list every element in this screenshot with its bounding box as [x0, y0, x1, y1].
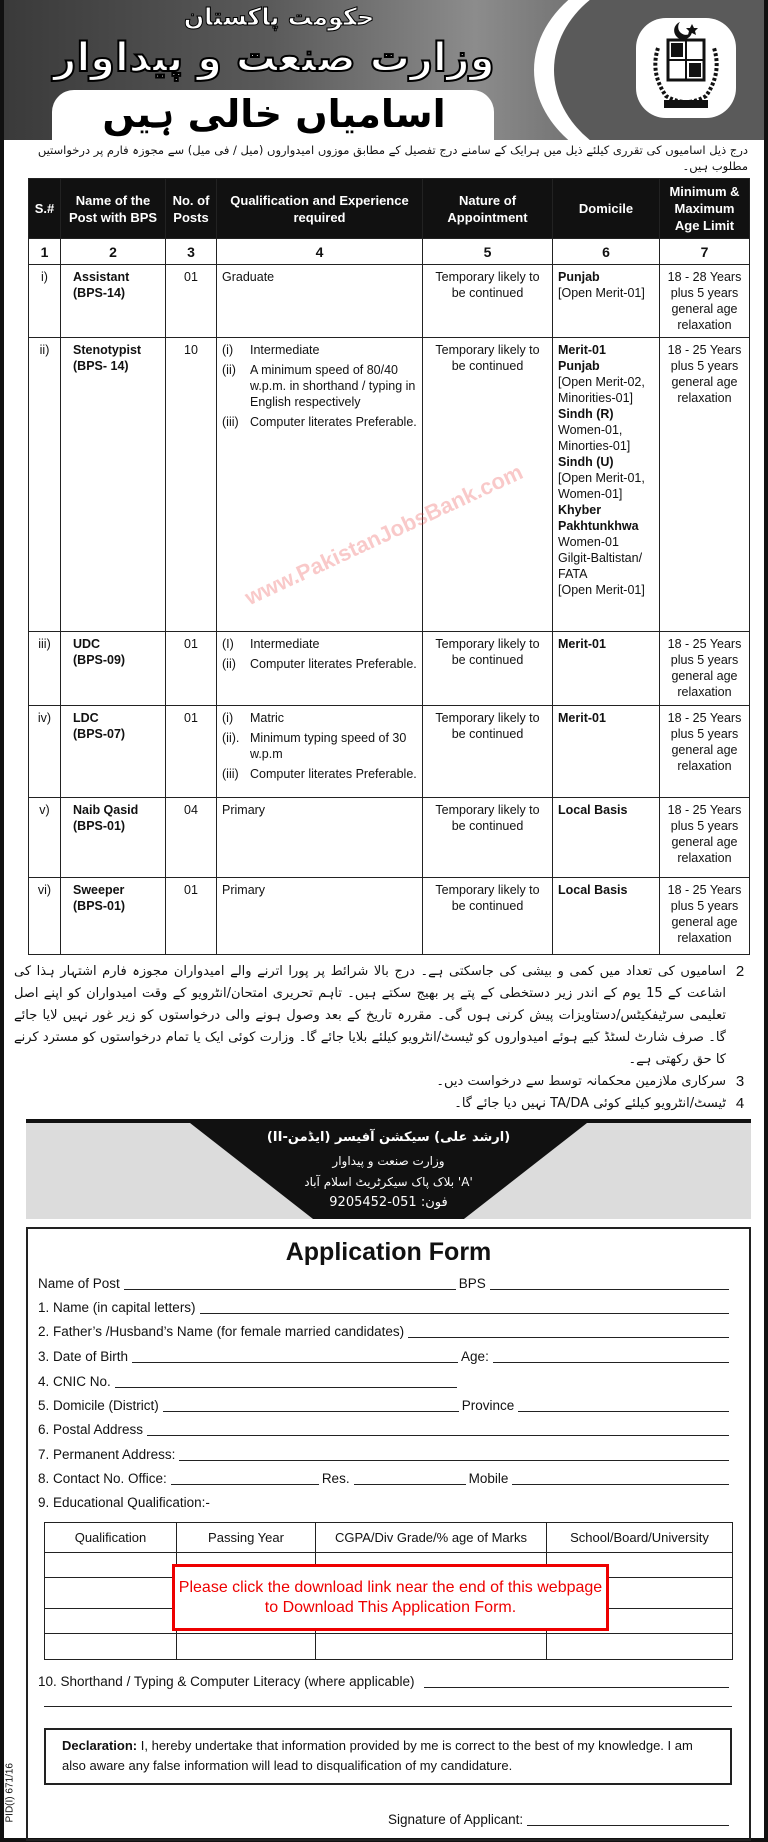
label: 3. Date of Birth: [38, 1349, 129, 1364]
label: BPS: [458, 1276, 486, 1291]
header-banner: [4, 0, 764, 140]
qualification-number: (ii).: [222, 731, 240, 745]
postal-address-line[interactable]: [147, 1435, 729, 1436]
nature-cell: [423, 706, 553, 798]
note-text: سرکاری ملازمین محکمانہ توسط سے درخواست دیں۔: [436, 1074, 726, 1089]
qualification-cell: [217, 798, 423, 878]
post-name: Assistant: [73, 270, 130, 284]
note-number: 3: [735, 1073, 745, 1090]
age-limit: 18 - 25 Years plus 5 years general age relaxation: [667, 711, 742, 773]
education-header-row: [45, 1523, 733, 1553]
note-text: ٹیسٹ/انٹرویو کیلئے کوئی TA/DA نہیں دیا جائے گا۔: [454, 1096, 726, 1111]
qualification-cell: [217, 632, 423, 706]
qualification-cell: [217, 706, 423, 798]
qualification-item: [222, 882, 417, 898]
age-line[interactable]: [493, 1362, 729, 1363]
domicile-item: Punjab: [558, 270, 600, 284]
post-name: Naib Qasid: [73, 803, 139, 817]
mobile-line[interactable]: [512, 1484, 729, 1485]
qualification-item: [222, 766, 417, 782]
col-number: 6: [553, 239, 660, 265]
serial-number-cell: [29, 338, 61, 632]
qualification-cell: [217, 265, 423, 338]
declaration-text: I, hereby undertake that information provided by me is correct to the best of my knowledge. I am also aware any false information will lead to disqualification of my candidature.: [62, 1738, 693, 1773]
declaration-box: [44, 1728, 732, 1785]
posts-count-cell: [166, 632, 217, 706]
label: 10. Shorthand / Typing & Computer Literacy (where applicable): [38, 1674, 415, 1689]
field-contact: [38, 1466, 732, 1488]
serial-number: vi): [37, 883, 52, 897]
field-permanent-address: [38, 1442, 732, 1464]
qualification-text: Graduate: [222, 270, 275, 284]
label: 8. Contact No. Office:: [38, 1471, 167, 1486]
field-domicile: [38, 1393, 732, 1415]
note-number: 2: [735, 963, 745, 980]
name-of-post-line[interactable]: [124, 1289, 456, 1290]
qualification-number: (I): [222, 637, 234, 651]
qualification-number: (i): [222, 343, 234, 357]
label: Name of Post: [38, 1276, 120, 1291]
serial-number: ii): [39, 343, 50, 357]
post-name: LDC: [73, 711, 99, 725]
table-row: [29, 632, 750, 706]
cnic-line[interactable]: [115, 1387, 457, 1388]
table-header-row: [29, 179, 750, 239]
post-cell: [61, 338, 166, 632]
col-number: 5: [423, 239, 553, 265]
edu-cell[interactable]: [177, 1634, 316, 1660]
qualification-text: Intermediate: [250, 343, 320, 357]
qualification-text: Primary: [222, 803, 266, 817]
posts-count: 01: [184, 883, 198, 897]
post-bps: (BPS-01): [73, 899, 126, 913]
age-limit: 18 - 28 Years plus 5 years general age relaxation: [667, 270, 742, 332]
officer-name: (ارشد علی) سیکشن آفیسر (ایڈمن-II): [266, 1130, 511, 1145]
qualification-item: [222, 414, 417, 430]
note-text: اسامیوں کی تعداد میں کمی و بیشی کی جاسکتی ہے۔ درج بالا شرائط پر پورا اترنے والے امیدواران مجوزہ فارم اشتہار ہذا کی اشاعت کے 15 یوم کے اندر زیر دستخطی کے پتے پر بھیج سکتے ہیں۔ تاہم تحریری امتحان/انٹرویو کے وقت امیدواران کو اپنے اصل تعلیمی سرٹیفکیٹس/دستاویزات پیش کرنی ہوں گی۔ مقررہ تاریخ کے بعد وصول ہونے والی درخواستوں کو زیر غور نہیں لایا جائے گا۔ صرف شارٹ لسٹڈ کیے ہوئے امیدواروں کو ٹیسٹ/انٹرویو کیلئے بلایا جائے گا۔ وزارت کوئی ایک یا تمام درخواستوں کو مسترد کرنے کا حق رکھتی ہے۔: [14, 964, 727, 1067]
government-title: حکومت پاکستان: [183, 3, 375, 31]
domicile-item: Merit-01: [558, 343, 606, 357]
post-cell: [61, 632, 166, 706]
qualification-text: Primary: [222, 883, 266, 897]
field-cnic: [38, 1369, 732, 1391]
post-name: Sweeper: [73, 883, 125, 897]
header-sn: S.#: [29, 179, 61, 239]
domicile-item: [Open Merit-01]: [558, 286, 645, 300]
domicile-item: [Open Merit-01]: [558, 583, 645, 597]
qualification-text: Intermediate: [250, 637, 320, 651]
domicile-item: Merit-01: [558, 711, 606, 725]
nature-of-appointment: Temporary likely to be continued: [435, 343, 540, 373]
father-name-line[interactable]: [408, 1337, 729, 1338]
nature-of-appointment: Temporary likely to be continued: [435, 883, 540, 913]
office-line[interactable]: [171, 1484, 319, 1485]
note-3: [14, 1071, 754, 1093]
age-limit: 18 - 25 Years plus 5 years general age relaxation: [667, 883, 742, 945]
qualification-item: [222, 710, 417, 726]
age-cell: [660, 265, 750, 338]
intro-text: درج ذیل اسامیوں کی تقرری کیلئے ذیل میں ہرایک کے سامنے درج تفصیل کے مطابق موزوں امیدواروں (میل / فی میل) سے مجوزہ فارم پر درخواستیں مطلوب ہیں۔: [37, 143, 748, 173]
edu-cell[interactable]: [547, 1634, 733, 1660]
post-cell: [61, 706, 166, 798]
edu-cell[interactable]: [45, 1609, 177, 1634]
domicile-item: [Open Merit-02, Minorities-01]: [558, 375, 645, 405]
header-posts: No. of Posts: [166, 179, 217, 239]
field-education: [38, 1490, 732, 1512]
age-cell: [660, 798, 750, 878]
qualification-text: Minimum typing speed of 30 w.p.m: [250, 731, 407, 761]
label: 6. Postal Address: [38, 1422, 144, 1437]
posts-count: 10: [184, 343, 198, 357]
posts-count: 04: [184, 803, 198, 817]
label: 9. Educational Qualification:-: [38, 1495, 210, 1510]
domicile-item: Sindh (R): [558, 407, 614, 421]
domicile-item: Local Basis: [558, 883, 628, 897]
qualification-item: [222, 802, 417, 818]
qualification-item: [222, 362, 417, 410]
field-dob: [38, 1344, 732, 1366]
qualification-number: (i): [222, 711, 234, 725]
post-bps: (BPS-09): [73, 653, 126, 667]
posts-count: 01: [184, 270, 198, 284]
officer-phone: فون: 051-9205452: [329, 1195, 448, 1210]
table-row: [29, 706, 750, 798]
application-form: [26, 1227, 751, 1841]
serial-number: iv): [37, 711, 52, 725]
qualification-number: (ii): [222, 363, 236, 377]
nature-cell: [423, 632, 553, 706]
post-cell: [61, 878, 166, 955]
label: Res.: [321, 1471, 350, 1486]
qualification-number: (iii): [222, 767, 239, 781]
shorthand-line-2[interactable]: [44, 1706, 732, 1707]
qualification-text: Computer literates Preferable.: [250, 657, 417, 671]
notes-section: [14, 961, 754, 1115]
education-row: [45, 1634, 733, 1660]
label: Province: [461, 1398, 515, 1413]
nature-cell: [423, 878, 553, 955]
nature-of-appointment: Temporary likely to be continued: [435, 270, 540, 300]
vacancy-title: اسامیاں خالی ہیں: [102, 92, 446, 136]
content-flow: [4, 142, 764, 1841]
res-line[interactable]: [354, 1484, 466, 1485]
header-qualification: Qualification and Experience required: [217, 179, 423, 239]
post-bps: (BPS-07): [73, 727, 126, 741]
column-number-row: [29, 239, 750, 265]
serial-number: i): [41, 270, 48, 284]
domicile-cell: [553, 798, 660, 878]
pid-number: PID(I) 671/16: [4, 1763, 16, 1823]
header-nature: Nature of Appointment: [423, 179, 553, 239]
post-cell: [61, 798, 166, 878]
posts-count-cell: [166, 338, 217, 632]
qualification-item: [222, 342, 417, 358]
domicile-item: Khyber Pakhtunkhwa: [558, 503, 639, 533]
qualification-text: Matric: [250, 711, 285, 725]
col-number: 2: [61, 239, 166, 265]
header-post: Name of the Post with BPS: [61, 179, 166, 239]
col-number: 4: [217, 239, 423, 265]
label: 5. Domicile (District): [38, 1398, 159, 1413]
edu-cell[interactable]: [45, 1553, 177, 1578]
qualification-text: Computer literates Preferable.: [250, 415, 417, 429]
label: Mobile: [468, 1471, 509, 1486]
domicile-item: Punjab: [558, 359, 600, 373]
ministry-title: وزارت صنعت و پیداوار: [53, 35, 495, 81]
field-postal-address: [38, 1417, 732, 1439]
header-age: Minimum & Maximum Age Limit: [660, 179, 750, 239]
note-4: [14, 1093, 754, 1115]
domicile-item: Women-01: [558, 535, 619, 549]
edu-cell[interactable]: [45, 1578, 177, 1609]
edu-cell[interactable]: [316, 1634, 547, 1660]
label: Age:: [461, 1349, 489, 1364]
province-line[interactable]: [518, 1411, 729, 1412]
note-2: [14, 961, 754, 1071]
field-name: [38, 1295, 732, 1317]
nature-of-appointment: Temporary likely to be continued: [435, 711, 540, 741]
officer-ministry: وزارت صنعت و پیداوار: [332, 1154, 445, 1168]
domicile-item: Local Basis: [558, 803, 628, 817]
field-father-name: [38, 1319, 732, 1341]
age-limit: 18 - 25 Years plus 5 years general age relaxation: [667, 803, 742, 865]
signature-line[interactable]: [527, 1825, 729, 1826]
vacancies-table: [28, 178, 750, 955]
label: 1. Name (in capital letters): [38, 1300, 196, 1315]
permanent-address-line[interactable]: [179, 1460, 729, 1461]
domicile-cell: [553, 338, 660, 632]
age-limit: 18 - 25 Years plus 5 years general age relaxation: [667, 637, 742, 699]
age-cell: [660, 338, 750, 632]
posts-count: 01: [184, 711, 198, 725]
posts-count-cell: [166, 798, 217, 878]
domicile-line[interactable]: [163, 1411, 459, 1412]
age-limit: 18 - 25 Years plus 5 years general age relaxation: [667, 343, 742, 405]
field-signature: [388, 1807, 732, 1829]
edu-cell[interactable]: [45, 1634, 177, 1660]
serial-number-cell: [29, 706, 61, 798]
serial-number-cell: [29, 265, 61, 338]
table-row: [29, 878, 750, 955]
header-domicile: Domicile: [553, 179, 660, 239]
dob-line[interactable]: [132, 1362, 458, 1363]
serial-number: iii): [38, 637, 51, 651]
post-name: UDC: [73, 637, 101, 651]
download-notice: Please click the download link near the end of this webpage to Download This Application Form.: [172, 1564, 609, 1631]
domicile-item: [Open Merit-01, Women-01]: [558, 471, 645, 501]
serial-number: v): [39, 803, 50, 817]
col-number: 1: [29, 239, 61, 265]
label: Signature of Applicant:: [388, 1812, 524, 1827]
vacancies-table-wrapper: [28, 178, 750, 955]
post-bps: (BPS-01): [73, 819, 126, 833]
edu-header: CGPA/Div Grade/% age of Marks: [316, 1523, 547, 1553]
post-bps: (BPS-14): [73, 286, 126, 300]
posts-count: 01: [184, 637, 198, 651]
watermark: www.PakistanJobsBank.com: [240, 459, 527, 611]
domicile-item: Gilgit-Baltistan/ FATA: [558, 551, 643, 581]
domicile-cell: [553, 632, 660, 706]
age-cell: [660, 878, 750, 955]
age-cell: [660, 632, 750, 706]
nature-of-appointment: Temporary likely to be continued: [435, 803, 540, 833]
domicile-item: Sindh (U): [558, 455, 614, 469]
posts-count-cell: [166, 878, 217, 955]
qualification-number: (iii): [222, 415, 239, 429]
nature-of-appointment: Temporary likely to be continued: [435, 637, 540, 667]
posts-count-cell: [166, 706, 217, 798]
serial-number-cell: [29, 798, 61, 878]
post-bps: (BPS- 14): [73, 359, 129, 373]
field-name-of-post: [38, 1271, 732, 1293]
col-number: 7: [660, 239, 750, 265]
table-row: [29, 798, 750, 878]
declaration-label: Declaration:: [62, 1738, 138, 1753]
qualification-item: [222, 269, 417, 285]
qualification-item: [222, 656, 417, 672]
table-row: [29, 338, 750, 632]
domicile-cell: [553, 878, 660, 955]
edu-header: Qualification: [45, 1523, 177, 1553]
officer-contact-box: [26, 1119, 751, 1219]
shorthand-line[interactable]: [424, 1687, 729, 1688]
nature-cell: [423, 798, 553, 878]
posts-count-cell: [166, 265, 217, 338]
domicile-item: Merit-01: [558, 637, 606, 651]
nature-cell: [423, 265, 553, 338]
note-number: 4: [735, 1095, 745, 1112]
domicile-cell: [553, 706, 660, 798]
label: 7. Permanent Address:: [38, 1447, 176, 1462]
label: 4. CNIC No.: [38, 1374, 111, 1389]
qualification-number: (ii): [222, 657, 236, 671]
qualification-item: [222, 636, 417, 652]
age-cell: [660, 706, 750, 798]
post-name: Stenotypist: [73, 343, 142, 357]
bps-line[interactable]: [490, 1289, 729, 1290]
label: 2. Father’s /Husband’s Name (for female married candidates): [38, 1324, 405, 1339]
qualification-text: Computer literates Preferable.: [250, 767, 417, 781]
domicile-item: Women-01, Minorties-01]: [558, 423, 631, 453]
post-cell: [61, 265, 166, 338]
table-row: [29, 265, 750, 338]
name-line[interactable]: [200, 1313, 729, 1314]
serial-number-cell: [29, 878, 61, 955]
field-shorthand: [38, 1669, 732, 1691]
col-number: 3: [166, 239, 217, 265]
qualification-item: [222, 730, 417, 762]
domicile-cell: [553, 265, 660, 338]
qualification-cell: [217, 878, 423, 955]
edu-header: Passing Year: [177, 1523, 316, 1553]
qualification-text: A minimum speed of 80/40 w.p.m. in shorthand / typing in English respectively: [250, 363, 416, 409]
serial-number-cell: [29, 632, 61, 706]
edu-header: School/Board/University: [547, 1523, 733, 1553]
state-emblem-icon: [636, 18, 736, 118]
officer-address: 'A' بلاک پاک سیکرٹریٹ اسلام آباد: [304, 1175, 473, 1189]
form-title: Application Form: [285, 1238, 492, 1266]
